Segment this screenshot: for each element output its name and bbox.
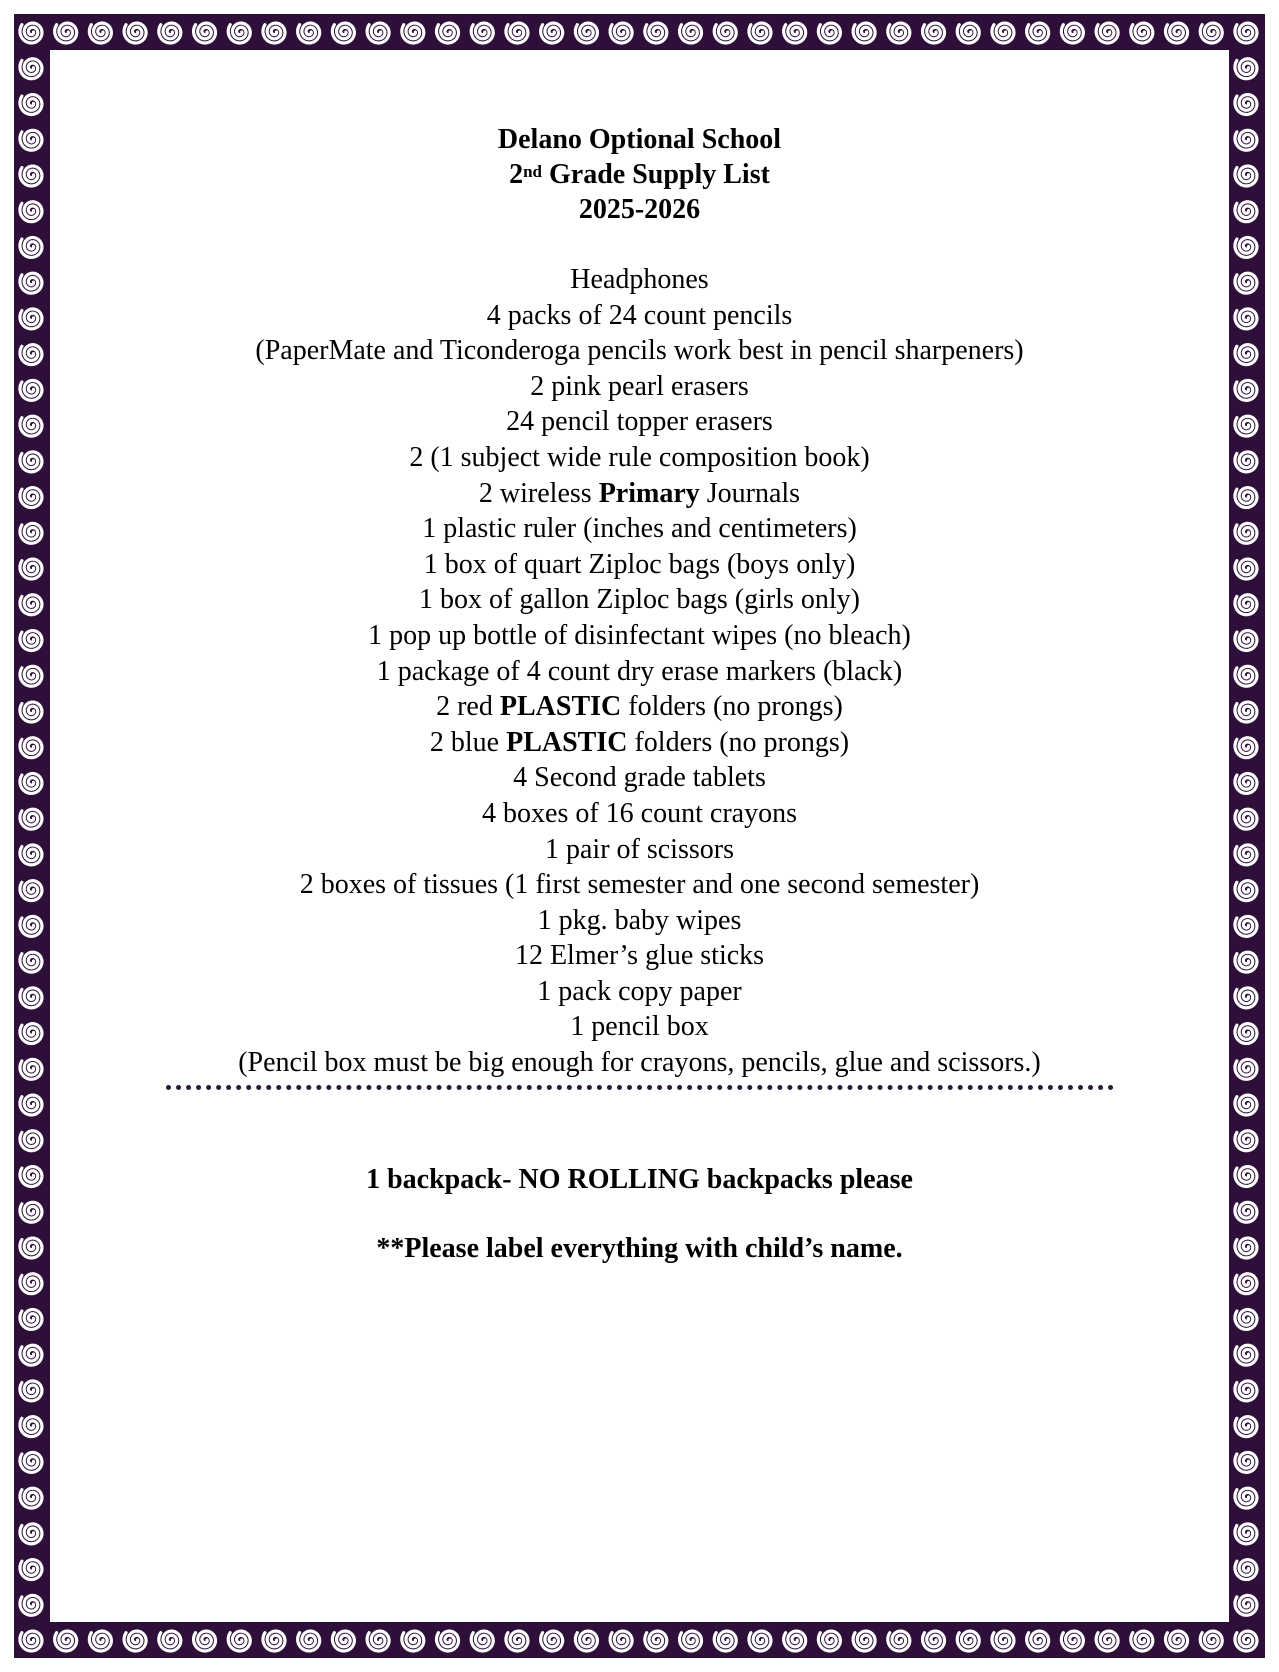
school-name: Delano Optional School [497, 124, 782, 155]
supply-item-text: folders (no prongs) [621, 691, 843, 723]
supply-item: 2 boxes of tissues (1 first semester and one second semester) [299, 869, 980, 901]
backpack-note: 1 backpack- NO ROLLING backpacks please [366, 1163, 913, 1195]
school-year: 2025-2026 [578, 194, 701, 225]
supply-item: 1 package of 4 count dry erase markers (black) [376, 655, 903, 687]
supply-item-emphasis: PLASTIC [499, 691, 622, 723]
supply-item [50, 689, 1229, 725]
supply-items-list [50, 262, 1229, 1081]
supply-item: 1 pop up bottle of disinfectant wipes (no bleach) [368, 619, 911, 651]
supply-item-text: folders (no prongs) [627, 726, 850, 758]
supply-item [50, 476, 1229, 512]
grade-title [50, 157, 1229, 192]
label-note: **Please label everything with child’s name. [376, 1232, 903, 1264]
supply-item: 4 boxes of 16 count crayons [482, 797, 797, 829]
supply-item: 12 Elmer’s glue sticks [514, 940, 765, 972]
supply-item-text: 2 wireless [478, 477, 599, 509]
document-heading [50, 122, 1229, 227]
supply-item-emphasis: PLASTIC [506, 726, 628, 758]
dotted-divider [166, 1085, 1114, 1090]
supply-item: (Pencil box must be big enough for crayons, pencils, glue and scissors.) [238, 1047, 1041, 1079]
supply-item: 4 Second grade tablets [513, 762, 766, 794]
supply-item-text: 2 red [436, 691, 500, 723]
supply-item: 1 pack copy paper [537, 975, 742, 1007]
supply-item: Headphones [570, 264, 709, 295]
supply-item: 4 packs of 24 count pencils [486, 299, 793, 331]
supply-item-emphasis: Primary [598, 477, 700, 509]
supply-item: (PaperMate and Ticonderoga pencils work best in pencil sharpeners) [255, 335, 1024, 367]
supply-item: 1 plastic ruler (inches and centimeters) [422, 513, 857, 545]
supply-item [50, 725, 1229, 761]
grade-number: 2 [509, 159, 524, 190]
supply-list-page [50, 50, 1229, 1622]
grade-title-rest: Grade Supply List [548, 159, 770, 190]
supply-item: 1 box of quart Ziploc bags (boys only) [423, 548, 856, 580]
supply-item: 1 box of gallon Ziploc bags (girls only) [419, 584, 860, 616]
supply-item: 1 pkg. baby wipes [537, 904, 742, 936]
grade-ordinal-suffix: nd [523, 162, 542, 181]
supply-item: 2 pink pearl erasers [530, 370, 749, 402]
supply-item: 24 pencil topper erasers [506, 406, 773, 438]
supply-item: 1 pencil box [570, 1011, 709, 1043]
supply-item: 2 (1 subject wide rule composition book) [409, 441, 870, 473]
supply-item-text: 2 blue [429, 726, 507, 758]
supply-item-text: Journals [699, 477, 801, 509]
supply-item: 1 pair of scissors [545, 833, 734, 865]
